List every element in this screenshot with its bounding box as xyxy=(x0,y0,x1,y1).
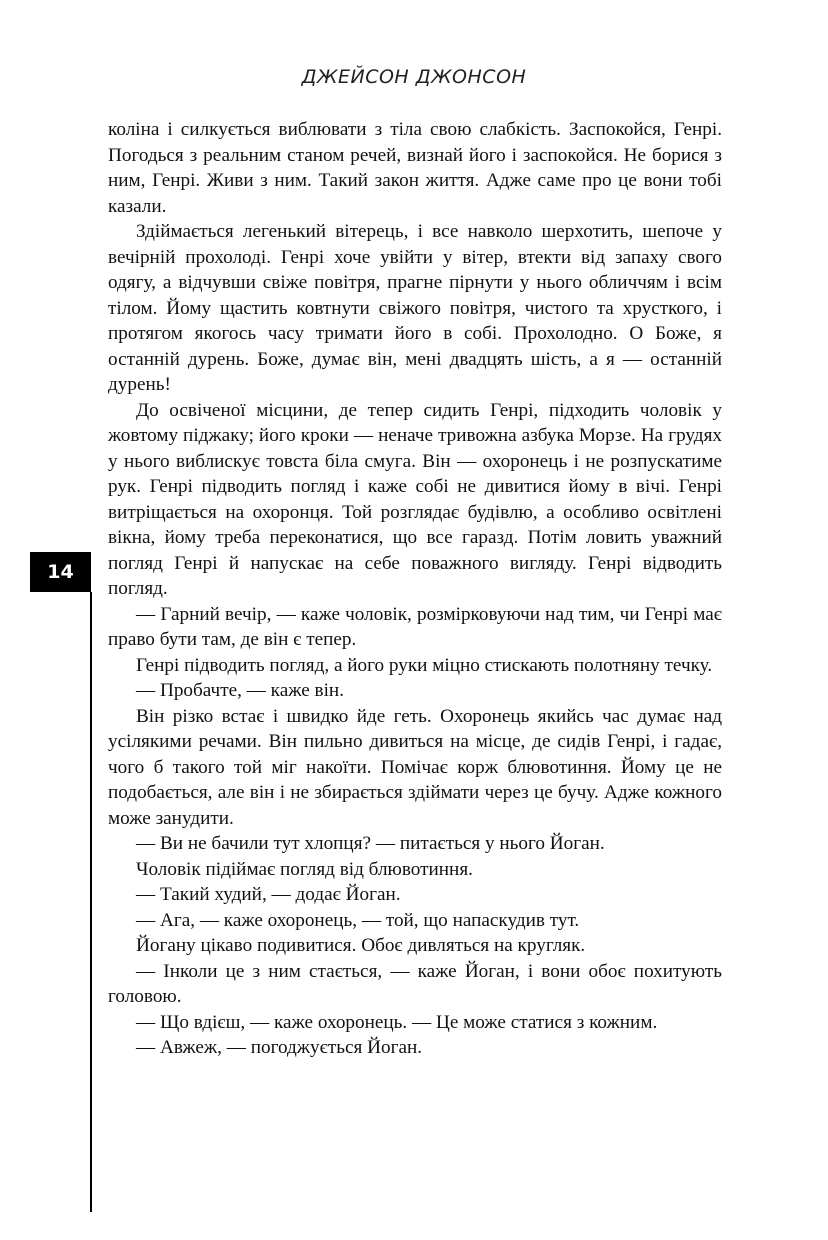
paragraph: — Інколи це з ним стається, — каже Йоган, і вони обоє похитують головою. xyxy=(108,960,722,1007)
paragraph: — Пробачте, — каже він. xyxy=(136,680,344,701)
paragraph: Генрі підводить погляд, а його руки міцно стискають полотняну течку. xyxy=(136,654,713,676)
paragraph: До освіченої місцини, де тепер сидить Генрі, підходить чоловік у жовтому піджаку; його кроки — неначе тривожна азбука Морзе. На грудях у нього виблискує товста біла смуга. Він — охоронець і не розпускатиме рук. Генрі підводить погляд і каже собі не дивитися йому в вічі. Генрі витріщається на охоронця. Той розглядає будівлю, а особливо освітлені вікна, йому треба переконатися, що все гаразд. Потім ловить уважний погляд Генрі й напускає на себе поважного вигляду. Генрі відводить погляд. xyxy=(108,399,722,599)
page-number-tab xyxy=(30,552,91,592)
margin-rule xyxy=(90,592,92,1212)
paragraph: — Ага, — каже охоронець, — той, що напаскудив тут. xyxy=(136,909,580,931)
paragraph: Він різко встає і швидко йде геть. Охоронець якийсь час думає над усілякими речами. Він пильно дивиться на місце, де сидів Генрі, і гадає, чого б такого той міг накоїти. Помічає корж блювотиння. Йому це не подобається, але він і не збирається здіймати через це бучу. Адже кожного може занудити. xyxy=(108,705,722,829)
body-text xyxy=(108,117,722,1061)
paragraph: — Такий худий, — додає Йоган. xyxy=(136,884,401,905)
page-number: 14 xyxy=(47,561,74,583)
paragraph: — Гарний вечір, — каже чоловік, розмірковуючи над тим, чи Генрі має право бути там, де він є тепер. xyxy=(108,603,722,650)
paragraph: — Авжеж, — погоджується Йоган. xyxy=(136,1037,423,1058)
paragraph: — Що вдієш, — каже охоронець. — Це може статися з кожним. xyxy=(136,1011,658,1033)
paragraph: — Ви не бачили тут хлопця? — питається у нього Йоган. xyxy=(136,833,605,854)
running-head: ДЖЕЙСОН ДЖОНСОН xyxy=(301,66,527,88)
paragraph: Здіймається легенький вітерець, і все навколо шерхотить, шепоче у вечірній прохолоді. Генрі хоче увійти у вітер, втекти від запаху свого одягу, а відчувши свіже повітря, прагне пірнути у нього обличчям і всім тілом. Йому щастить ковтнути свіжого повітря, чистого та хрусткого, і протягом якогось часу тримати його в собі. Прохолодно. О Боже, я останній дурень. Боже, думає він, мені двадцять шість, а я — останній дурень! xyxy=(108,221,722,395)
paragraph: коліна і силкується виблювати з тіла свою слабкість. Заспокойся, Генрі. Погодься з реальним станом речей, визнай його і заспокойся. Не борися з ним, Генрі. Живи з ним. Такий закон життя. Адже саме про це вони тобі казали. xyxy=(108,119,722,217)
paragraph: Йогану цікаво подивитися. Обоє дивляться на кругляк. xyxy=(136,935,586,956)
paragraph: Чоловік підіймає погляд від блювотиння. xyxy=(136,858,473,880)
